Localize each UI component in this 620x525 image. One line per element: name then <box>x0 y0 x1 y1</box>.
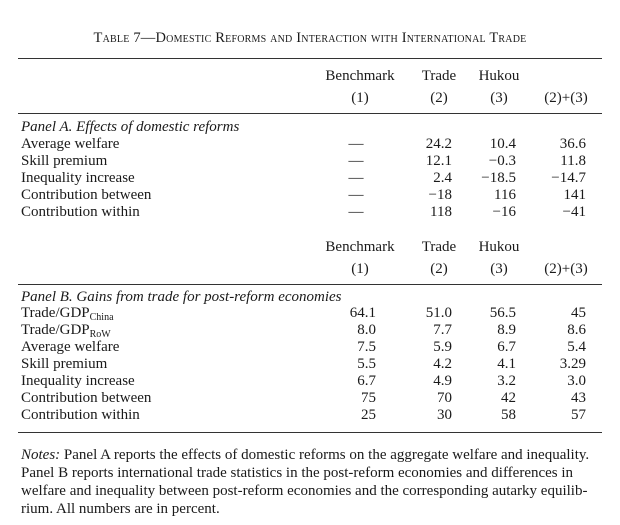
table-cell: −14.7 <box>551 170 586 186</box>
table-cell: 2.4 <box>433 170 452 186</box>
top-rule <box>18 58 602 59</box>
table-cell: — <box>348 187 364 203</box>
table-cell: 75 <box>361 390 376 406</box>
table-cell: 8.0 <box>357 322 376 338</box>
table-cell: 30 <box>437 407 452 423</box>
panel-a-label: Panel A. Effects of domestic reforms <box>21 119 240 135</box>
table-cell: 116 <box>494 187 516 203</box>
row-label: Skill premium <box>21 153 108 169</box>
col-header-benchmark: Benchmark <box>325 68 395 84</box>
col-header-trade: Trade <box>421 239 457 255</box>
row-label: Trade/GDP <box>21 322 90 338</box>
row-label: Trade/GDP <box>21 305 90 321</box>
col-header-benchmark: Benchmark <box>325 239 395 255</box>
header-rule-a <box>18 113 602 114</box>
table-cell: 5.5 <box>357 356 376 372</box>
notes-label: Notes: <box>21 447 61 463</box>
col-number-1: (1) <box>351 261 369 277</box>
table-cell: 7.5 <box>357 339 376 355</box>
panel-b-label: Panel B. Gains from trade for post-reform economies <box>21 289 342 305</box>
table-cell: −0.3 <box>488 153 516 169</box>
table-cell: 6.7 <box>357 373 376 389</box>
row-label-subscript: RoW <box>89 329 111 340</box>
table-cell: 8.9 <box>497 322 516 338</box>
table-notes <box>21 446 601 518</box>
table-cell: 56.5 <box>489 305 516 321</box>
table-cell: −16 <box>492 204 516 220</box>
table-cell: — <box>348 170 364 186</box>
table-cell: 118 <box>430 204 452 220</box>
table-cell: 8.6 <box>567 322 586 338</box>
table-cell: 64.1 <box>349 305 376 321</box>
bottom-rule <box>18 432 602 433</box>
notes-text: Panel A reports the effects of domestic reforms on the aggregate welfare and inequality. Panel B reports international trade statistics in the post-reform economies and differences in welfare and inequality between post-reform economies and the corresponding autarky equilib-rium. All numbers are in percent. <box>21 447 590 517</box>
col-number-3: (3) <box>490 90 508 106</box>
col-number-2: (2) <box>430 90 448 106</box>
table-cell: 7.7 <box>433 322 452 338</box>
row-label: Inequality increase <box>21 373 135 389</box>
table-cell: 57 <box>571 407 586 423</box>
table-caption: Domestic Reforms and Interaction with International Trade <box>155 30 527 46</box>
row-label: Skill premium <box>21 356 108 372</box>
table-cell: 42 <box>501 390 516 406</box>
table-title <box>0 30 620 47</box>
row-label: Contribution between <box>21 390 152 406</box>
row-label: Contribution within <box>21 407 140 423</box>
col-header-hukou: Hukou <box>478 68 520 84</box>
row-label: Contribution between <box>21 187 152 203</box>
table-cell: 58 <box>501 407 516 423</box>
table-cell: 43 <box>571 390 586 406</box>
table-cell: 24.2 <box>425 136 452 152</box>
header-rule-b <box>18 284 602 285</box>
title-dash: — <box>140 30 156 46</box>
table-cell: 3.29 <box>559 356 586 372</box>
table-cell: — <box>348 204 364 220</box>
table-cell: 6.7 <box>497 339 516 355</box>
table-cell: 51.0 <box>425 305 452 321</box>
row-label: Average welfare <box>21 136 120 152</box>
table-cell: −18 <box>428 187 452 203</box>
table-cell: 10.4 <box>489 136 516 152</box>
table-cell: 3.2 <box>497 373 516 389</box>
table-cell: 45 <box>571 305 586 321</box>
table-cell: −41 <box>562 204 586 220</box>
table-cell: 12.1 <box>425 153 452 169</box>
table-cell: 5.9 <box>433 339 452 355</box>
row-label: Average welfare <box>21 339 120 355</box>
col-number-1: (1) <box>351 90 369 106</box>
row-label-subscript: China <box>89 312 114 323</box>
col-header-trade: Trade <box>421 68 457 84</box>
table-cell: 141 <box>563 187 586 203</box>
col-number-2plus3: (2)+(3) <box>544 261 588 277</box>
table-cell: — <box>348 136 364 152</box>
table-cell: 25 <box>361 407 376 423</box>
table-cell: 4.2 <box>433 356 452 372</box>
table-cell: 5.4 <box>567 339 586 355</box>
table-cell: 4.1 <box>497 356 516 372</box>
table-cell: 11.8 <box>560 153 586 169</box>
row-label: Contribution within <box>21 204 140 220</box>
table-cell: 36.6 <box>559 136 586 152</box>
table-cell: 3.0 <box>567 373 586 389</box>
col-number-2: (2) <box>430 261 448 277</box>
col-header-hukou: Hukou <box>478 239 520 255</box>
col-number-3: (3) <box>490 261 508 277</box>
table-cell: 4.9 <box>433 373 452 389</box>
col-number-2plus3: (2)+(3) <box>544 90 588 106</box>
table-cell: — <box>348 153 364 169</box>
table-cell: 70 <box>437 390 452 406</box>
table-cell: −18.5 <box>481 170 516 186</box>
table-number: Table 7 <box>93 30 141 46</box>
row-label: Inequality increase <box>21 170 135 186</box>
